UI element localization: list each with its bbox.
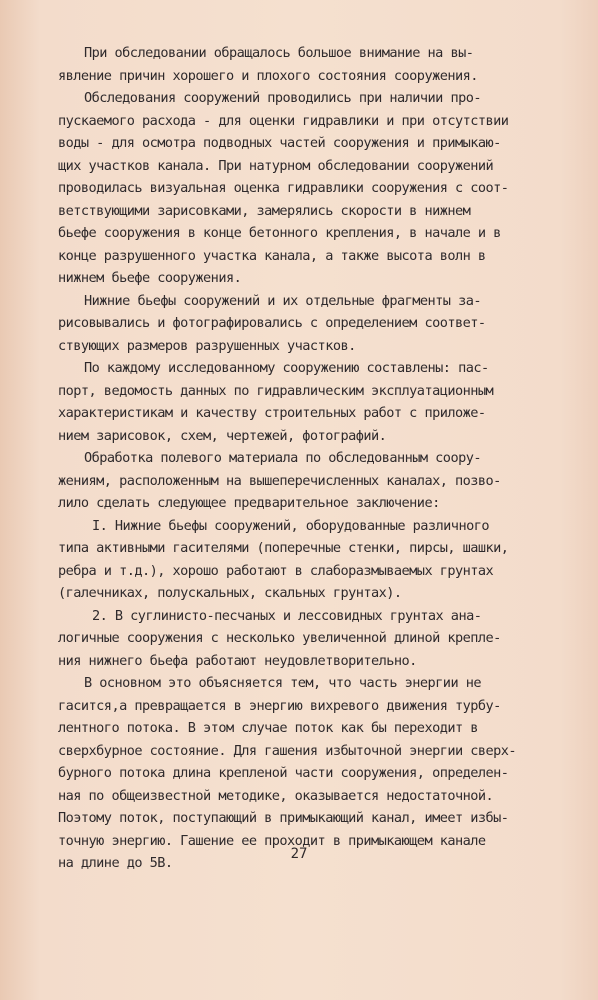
text-line: логичные сооружения с несколько увеличенной длиной крепле- bbox=[58, 630, 501, 646]
text-line: ния нижнего бьефа работают неудовлетворительно. bbox=[58, 652, 417, 669]
text-line: нижнем бьефе сооружения. bbox=[58, 270, 242, 286]
text-line: Поэтому поток, поступающий в примыкающий канал, имеет избы- bbox=[58, 810, 509, 826]
text-line: пускаемого расхода - для оценки гидравлики и при отсутствии bbox=[58, 112, 509, 129]
text-line: ребра и т.д.), хорошо работают в слаборазмываемых грунтах bbox=[58, 562, 494, 579]
text-line: ная по общеизвестной методике, оказывается недостаточной. bbox=[58, 787, 494, 804]
text-line: лентного потока. В этом случае поток как бы переходит в bbox=[58, 720, 478, 736]
text-line: проводилась визуальная оценка гидравлики сооружения с соот- bbox=[58, 180, 509, 196]
text-line: воды - для осмотра подводных частей сооружения и примыкаю- bbox=[58, 135, 501, 151]
text-line: явление причин хорошего и плохого состояния сооружения. bbox=[58, 67, 478, 84]
text-line: I. Нижние бьефы сооружений, оборудованные различного bbox=[92, 517, 489, 534]
text-line: щих участков канала. При натурном обследовании сооружений bbox=[58, 157, 494, 174]
text-line: При обследовании обращалось большое внимание на вы- bbox=[84, 45, 474, 61]
text-line: бьефе сооружения в конце бетонного крепления, в начале и в bbox=[58, 225, 501, 241]
text-line: Обследования сооружений проводились при наличии про- bbox=[84, 90, 481, 106]
text-line: конце разрушенного участка канала, а также высота волн в bbox=[58, 247, 486, 264]
text-line: нием зарисовок, схем, чертежей, фотографий. bbox=[58, 427, 387, 444]
text-line: По каждому исследованному сооружению составлены: пас- bbox=[84, 360, 489, 376]
text-line: характеристикам и качеству строительных работ с приложе- bbox=[58, 405, 486, 421]
text-line: на длине до 5В. bbox=[58, 855, 173, 871]
text-line: ствующих размеров разрушенных участков. bbox=[58, 337, 356, 354]
text-line: типа активными гасителями (поперечные стенки, пирсы, шашки, bbox=[58, 540, 509, 556]
text-line: (галечниках, полускальных, скальных грунтах). bbox=[58, 585, 402, 601]
text-line: В основном это объясняется тем, что часть энергии не bbox=[84, 675, 481, 691]
text-line: бурного потока длина крепленой части сооружения, определен- bbox=[58, 765, 509, 781]
body-text bbox=[58, 42, 528, 875]
text-line: Обработка полевого материала по обследованным соору- bbox=[84, 450, 481, 466]
text-line: ветствующими зарисовками, замерялись скорости в нижнем bbox=[58, 202, 471, 219]
page-number: 27 bbox=[290, 846, 308, 862]
text-line: гасится,а превращается в энергию вихревого движения турбу- bbox=[58, 697, 501, 714]
text-line: Нижние бьефы сооружений и их отдельные фрагменты за- bbox=[84, 292, 481, 309]
text-line: сверхбурное состояние. Для гашения избыточной энергии сверх- bbox=[58, 742, 517, 759]
text-line: жениям, расположенным на вышеперечисленных каналах, позво- bbox=[58, 472, 501, 489]
text-line: точную энергию. Гашение ее проходит в примыкающем канале bbox=[58, 832, 486, 849]
text-line: лило сделать следующее предварительное заключение: bbox=[58, 495, 440, 511]
text-line: рисовывались и фотографировались с определением соответ- bbox=[58, 315, 486, 331]
text-line: 2. В суглинисто-песчаных и лессовидных грунтах ана- bbox=[92, 607, 482, 624]
text-line: порт, ведомость данных по гидравлическим эксплуатационным bbox=[58, 382, 494, 399]
